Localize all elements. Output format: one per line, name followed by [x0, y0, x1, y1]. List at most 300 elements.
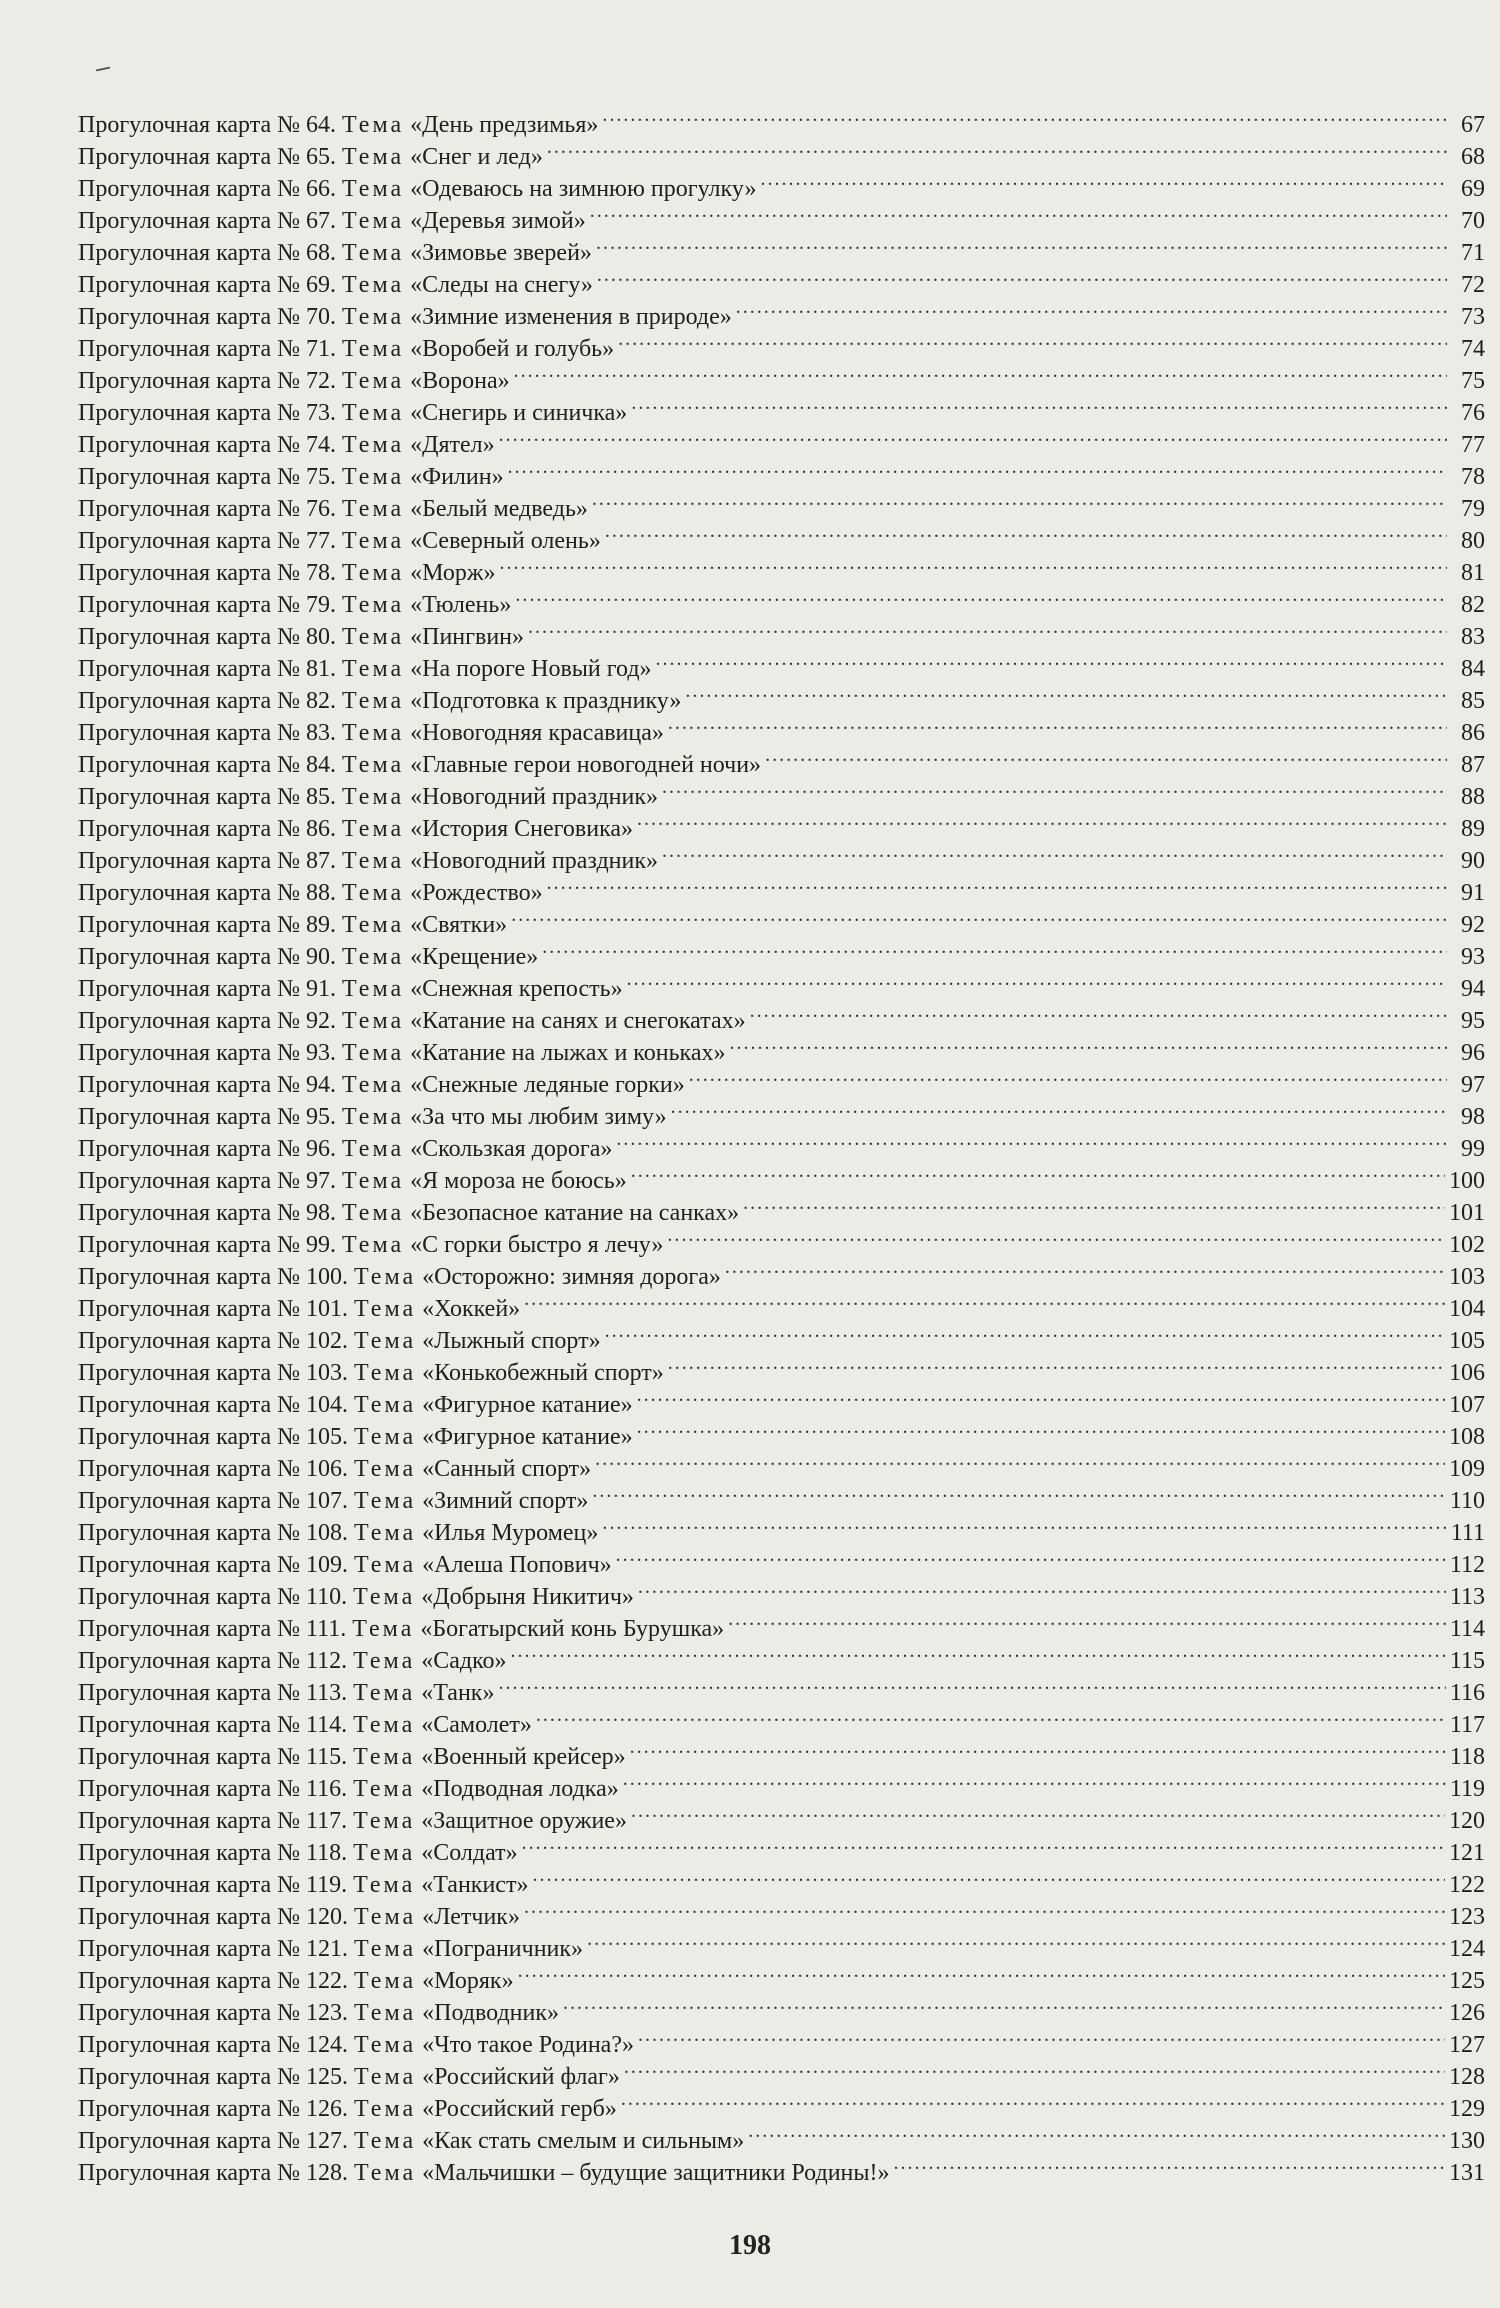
toc-entry-label: Прогулочная карта № 82.: [78, 688, 337, 714]
toc-entry-theme-word: Тема: [354, 2064, 417, 2090]
toc-entry-title: «Одеваюсь на зимнюю прогулку»: [410, 176, 757, 202]
toc-entry-theme-word: Тема: [354, 1456, 417, 1482]
toc-entry-label: Прогулочная карта № 93.: [78, 1040, 337, 1066]
dot-leader: [668, 1348, 1445, 1380]
toc-entry-theme-word: Тема: [353, 1744, 416, 1770]
toc-entry-theme-word: Тема: [342, 912, 405, 938]
toc-entry-theme-word: Тема: [342, 816, 405, 842]
toc-entry-theme-word: Тема: [354, 1296, 417, 1322]
dot-leader: [638, 1572, 1446, 1604]
dot-leader: [894, 2148, 1445, 2180]
dot-leader: [656, 644, 1447, 676]
toc-entry-title: «Летчик»: [422, 1904, 520, 1930]
dot-leader: [671, 1092, 1447, 1124]
toc-entry-title: «Деревья зимой»: [410, 208, 586, 234]
toc-entry-theme-word: Тема: [342, 976, 405, 1002]
toc-entry-title: «История Снеговика»: [410, 816, 634, 842]
toc-entry-page: 73: [1461, 304, 1485, 330]
toc-entry-theme-word: Тема: [342, 1008, 405, 1034]
dot-leader: [631, 388, 1447, 420]
toc-entry-label: Прогулочная карта № 88.: [78, 880, 337, 906]
toc-entry-page: 81: [1461, 560, 1485, 586]
toc-entry-page: 130: [1449, 2128, 1485, 2154]
toc-entry-title: «Илья Муромец»: [422, 1520, 599, 1546]
toc-entry-page: 90: [1461, 848, 1485, 874]
toc-entry-label: Прогулочная карта № 117.: [78, 1808, 348, 1834]
toc-entry-page: 120: [1449, 1808, 1485, 1834]
toc-entry-label: Прогулочная карта № 110.: [78, 1584, 348, 1610]
toc-entry-title: «Святки»: [410, 912, 508, 938]
toc-entry-theme-word: Тема: [353, 1712, 416, 1738]
toc-entry-theme-word: Тема: [342, 208, 405, 234]
toc-entry-title: «За что мы любим зиму»: [410, 1104, 667, 1130]
dot-leader: [536, 1700, 1446, 1732]
toc-entry-label: Прогулочная карта № 65.: [78, 144, 337, 170]
dot-leader: [627, 964, 1447, 996]
toc-entry-page: 113: [1449, 1584, 1485, 1610]
dot-leader: [748, 2116, 1445, 2148]
toc-entry-title: «Алеша Попович»: [422, 1552, 612, 1578]
toc-entry-label: Прогулочная карта № 120.: [78, 1904, 349, 1930]
toc-entry-label: Прогулочная карта № 80.: [78, 624, 337, 650]
toc-entry-label: Прогулочная карта № 126.: [78, 2096, 349, 2122]
toc-entry-theme-word: Тема: [342, 1200, 405, 1226]
toc-entry-theme-word: Тема: [354, 1424, 417, 1450]
toc-entry-page: 82: [1461, 592, 1485, 618]
toc-entry-page: 83: [1461, 624, 1485, 650]
toc-entry-title: «Морж»: [410, 560, 496, 586]
toc-entry-label: Прогулочная карта № 102.: [78, 1328, 349, 1354]
dot-leader: [736, 292, 1447, 324]
toc-entry-label: Прогулочная карта № 128.: [78, 2160, 349, 2186]
toc-entry-page: 107: [1449, 1392, 1485, 1418]
toc-entry-title: «Безопасное катание на санках»: [410, 1200, 740, 1226]
dot-leader: [662, 772, 1447, 804]
toc-entry-theme-word: Тема: [342, 560, 405, 586]
toc-entry-theme-word: Тема: [342, 400, 405, 426]
toc-entry-title: «Белый медведь»: [410, 496, 588, 522]
toc-entry-title: «Снежные ледяные горки»: [410, 1072, 685, 1098]
dot-leader: [637, 1412, 1445, 1444]
dot-leader: [508, 452, 1447, 484]
toc-entry-theme-word: Тема: [342, 1072, 405, 1098]
toc-entry-label: Прогулочная карта № 103.: [78, 1360, 349, 1386]
toc-entry-page: 111: [1450, 1520, 1485, 1546]
toc-entry-page: 89: [1461, 816, 1485, 842]
toc-entry-page: 119: [1449, 1776, 1485, 1802]
toc-entry-theme-word: Тема: [342, 720, 405, 746]
toc-entry-label: Прогулочная карта № 97.: [78, 1168, 337, 1194]
toc-entry-label: Прогулочная карта № 76.: [78, 496, 337, 522]
toc-entry-theme-word: Тема: [354, 2032, 417, 2058]
toc-entry-title: «Как стать смелым и сильным»: [422, 2128, 745, 2154]
toc-entry-page: 94: [1461, 976, 1485, 1002]
toc-entry-page: 131: [1449, 2160, 1485, 2186]
toc-entry-theme-word: Тема: [342, 144, 405, 170]
toc-entry-label: Прогулочная карта № 79.: [78, 592, 337, 618]
toc-entry-page: 114: [1449, 1616, 1485, 1642]
dot-leader: [667, 1220, 1445, 1252]
toc-entry-label: Прогулочная карта № 119.: [78, 1872, 348, 1898]
dot-leader: [616, 1124, 1447, 1156]
dot-leader: [515, 580, 1447, 612]
toc-entry-label: Прогулочная карта № 96.: [78, 1136, 337, 1162]
toc-entry-page: 98: [1461, 1104, 1485, 1130]
toc-entry-title: «Фигурное катание»: [422, 1424, 633, 1450]
toc-entry-title: «Подготовка к празднику»: [410, 688, 682, 714]
toc-entry-title: «Российский флаг»: [422, 2064, 620, 2090]
toc-entry-page: 69: [1461, 176, 1485, 202]
toc-entry-theme-word: Тема: [353, 1840, 416, 1866]
toc-entry-page: 97: [1461, 1072, 1485, 1098]
toc-entry-theme-word: Тема: [342, 240, 405, 266]
dot-leader: [728, 1604, 1446, 1636]
dot-leader: [637, 1380, 1445, 1412]
toc-entry-page: 117: [1449, 1712, 1485, 1738]
dot-leader: [524, 1892, 1445, 1924]
toc-entry-page: 67: [1461, 112, 1485, 138]
toc-entry-label: Прогулочная карта № 87.: [78, 848, 337, 874]
toc-entry-page: 112: [1449, 1552, 1485, 1578]
toc-entry-label: Прогулочная карта № 112.: [78, 1648, 348, 1674]
toc-entry-label: Прогулочная карта № 99.: [78, 1232, 337, 1258]
toc-entry-theme-word: Тема: [342, 752, 405, 778]
toc-entry-title: «Танк»: [421, 1680, 495, 1706]
toc-entry-theme-word: Тема: [354, 1360, 417, 1386]
toc-entry-label: Прогулочная карта № 115.: [78, 1744, 348, 1770]
toc-entry-label: Прогулочная карта № 89.: [78, 912, 337, 938]
toc-entry-theme-word: Тема: [354, 1488, 417, 1514]
toc-entry-label: Прогулочная карта № 85.: [78, 784, 337, 810]
toc-entry-label: Прогулочная карта № 94.: [78, 1072, 337, 1098]
toc-entry-page: 70: [1461, 208, 1485, 234]
toc-entry-title: «Снегирь и синичка»: [410, 400, 628, 426]
dot-leader: [750, 996, 1447, 1028]
toc-entry-theme-word: Тема: [342, 624, 405, 650]
toc-entry-page: 125: [1449, 1968, 1485, 1994]
toc-entry-page: 123: [1449, 1904, 1485, 1930]
toc-entry-theme-word: Тема: [353, 1776, 416, 1802]
toc-entry-title: «Пограничник»: [422, 1936, 584, 1962]
toc-entry-theme-word: Тема: [342, 304, 405, 330]
toc-entry-title: «С горки быстро я лечу»: [410, 1232, 664, 1258]
dot-leader: [498, 1668, 1445, 1700]
toc-entry-label: Прогулочная карта № 90.: [78, 944, 337, 970]
toc-entry-title: «Катание на санях и снегокатах»: [410, 1008, 746, 1034]
toc-entry-page: 74: [1461, 336, 1485, 362]
toc-entry-theme-word: Тема: [354, 2096, 417, 2122]
toc-entry-title: «Снег и лед»: [410, 144, 543, 170]
toc-entry-title: «Российский герб»: [422, 2096, 617, 2122]
toc-entry-theme-word: Тема: [353, 1584, 416, 1610]
toc-entry-theme-word: Тема: [353, 1808, 416, 1834]
toc-entry-page: 102: [1449, 1232, 1485, 1258]
toc-entry-label: Прогулочная карта № 109.: [78, 1552, 349, 1578]
toc-entry-theme-word: Тема: [342, 656, 405, 682]
toc-entry-title: «Зимние изменения в природе»: [410, 304, 732, 330]
toc-entry-title: «Что такое Родина?»: [422, 2032, 634, 2058]
dot-leader: [542, 932, 1447, 964]
toc-entry-label: Прогулочная карта № 125.: [78, 2064, 349, 2090]
toc-entry-label: Прогулочная карта № 69.: [78, 272, 337, 298]
toc-entry-label: Прогулочная карта № 95.: [78, 1104, 337, 1130]
toc-entry-title: «Следы на снегу»: [410, 272, 593, 298]
toc-entry-title: «Я мороза не боюсь»: [410, 1168, 627, 1194]
dot-leader: [637, 804, 1447, 836]
toc-entry-theme-word: Тема: [342, 592, 405, 618]
toc-entry-page: 96: [1461, 1040, 1485, 1066]
toc-entry-theme-word: Тема: [342, 1232, 405, 1258]
dot-leader: [592, 1476, 1446, 1508]
dot-leader: [725, 1252, 1445, 1284]
toc-entry-page: 78: [1461, 464, 1485, 490]
toc-entry-label: Прогулочная карта № 92.: [78, 1008, 337, 1034]
dot-leader: [514, 356, 1447, 388]
toc-entry-page: 95: [1461, 1008, 1485, 1034]
toc-entry-title: «Танкист»: [421, 1872, 529, 1898]
page-number: 198: [729, 2230, 771, 2261]
toc-entry-title: «Воробей и голубь»: [410, 336, 615, 362]
toc-entry-theme-word: Тема: [342, 496, 405, 522]
toc-entry-page: 118: [1449, 1744, 1485, 1770]
dot-leader: [563, 1988, 1445, 2020]
toc-entry-title: «Ворона»: [410, 368, 510, 394]
toc-entry-title: «Филин»: [410, 464, 504, 490]
dot-leader: [592, 484, 1447, 516]
toc-entry-label: Прогулочная карта № 67.: [78, 208, 337, 234]
toc-entry-page: 124: [1449, 1936, 1485, 1962]
toc-entry-theme-word: Тема: [353, 1872, 416, 1898]
dot-leader: [630, 1732, 1446, 1764]
toc-entry-page: 88: [1461, 784, 1485, 810]
dot-leader: [547, 132, 1447, 164]
toc-entry-theme-word: Тема: [342, 336, 405, 362]
dot-leader: [590, 196, 1447, 228]
toc-entry-label: Прогулочная карта № 108.: [78, 1520, 349, 1546]
toc-entry-theme-word: Тема: [342, 176, 405, 202]
toc-entry-title: «Новогодний праздник»: [410, 784, 659, 810]
toc-entry-theme-word: Тема: [342, 1040, 405, 1066]
toc-entry-theme-word: Тема: [353, 1648, 416, 1674]
toc-entry-title: «Катание на лыжах и коньках»: [410, 1040, 726, 1066]
toc-entry-label: Прогулочная карта № 123.: [78, 2000, 349, 2026]
toc-entry-theme-word: Тема: [342, 784, 405, 810]
toc-entry-page: 84: [1461, 656, 1485, 682]
toc-entry-title: «Пингвин»: [410, 624, 525, 650]
dot-leader: [729, 1028, 1447, 1060]
dot-leader: [518, 1956, 1445, 1988]
dot-leader: [621, 2084, 1445, 2116]
dot-leader: [602, 100, 1447, 132]
toc-entry-title: «На пороге Новый год»: [410, 656, 652, 682]
toc-entry-label: Прогулочная карта № 111.: [78, 1616, 347, 1642]
toc-entry-theme-word: Тема: [342, 688, 405, 714]
toc-entry-theme-word: Тема: [342, 944, 405, 970]
toc-entry-theme-word: Тема: [353, 1680, 416, 1706]
toc-entry-label: Прогулочная карта № 101.: [78, 1296, 349, 1322]
toc-entry-page: 109: [1449, 1456, 1485, 1482]
toc-entry-title: «Зимовье зверей»: [410, 240, 592, 266]
toc-entry-page: 71: [1461, 240, 1485, 266]
toc-entry-page: 79: [1461, 496, 1485, 522]
dot-leader: [638, 2020, 1445, 2052]
toc-entry-page: 103: [1449, 1264, 1485, 1290]
toc-entry-title: «Самолет»: [421, 1712, 532, 1738]
toc-entry-title: «Фигурное катание»: [422, 1392, 633, 1418]
toc-entry-theme-word: Тема: [342, 1136, 405, 1162]
toc-entry-label: Прогулочная карта № 66.: [78, 176, 337, 202]
dot-leader: [668, 708, 1447, 740]
toc-entry-title: «Тюлень»: [410, 592, 512, 618]
dot-leader: [524, 1284, 1445, 1316]
pen-mark: [96, 67, 110, 72]
toc-entry-page: 122: [1449, 1872, 1485, 1898]
toc-entry-title: «Новогодняя красавица»: [410, 720, 664, 746]
toc-entry-page: 101: [1449, 1200, 1485, 1226]
toc-entry-page: 129: [1449, 2096, 1485, 2122]
toc-entry-label: Прогулочная карта № 116.: [78, 1776, 348, 1802]
toc-entry-title: «Мальчишки – будущие защитники Родины!»: [422, 2160, 890, 2186]
toc-entry-theme-word: Тема: [354, 2160, 417, 2186]
toc-entry-page: 75: [1461, 368, 1485, 394]
toc-entry-theme-word: Тема: [354, 1392, 417, 1418]
dot-leader: [623, 1764, 1446, 1796]
toc-entry-label: Прогулочная карта № 70.: [78, 304, 337, 330]
toc-entry-theme-word: Тема: [342, 848, 405, 874]
toc-entry-title: «Военный крейсер»: [421, 1744, 626, 1770]
toc-entry: [78, 100, 1485, 138]
toc-entry-title: «Садко»: [421, 1648, 507, 1674]
dot-leader: [547, 868, 1447, 900]
toc-entry-label: Прогулочная карта № 100.: [78, 1264, 349, 1290]
dot-leader: [511, 1636, 1446, 1668]
toc-entry-theme-word: Тема: [354, 1904, 417, 1930]
dot-leader: [499, 548, 1447, 580]
toc-entry-title: «Осторожно: зимняя дорога»: [422, 1264, 721, 1290]
toc-entry-label: Прогулочная карта № 121.: [78, 1936, 349, 1962]
toc-entry-page: 87: [1461, 752, 1485, 778]
toc-entry-page: 105: [1449, 1328, 1485, 1354]
toc-entry-label: Прогулочная карта № 91.: [78, 976, 337, 1002]
toc-entry-label: Прогулочная карта № 78.: [78, 560, 337, 586]
dot-leader: [631, 1796, 1445, 1828]
toc-entry-label: Прогулочная карта № 71.: [78, 336, 337, 362]
toc-entry-page: 108: [1449, 1424, 1485, 1450]
dot-leader: [685, 676, 1447, 708]
toc-entry-theme-word: Тема: [342, 112, 405, 138]
toc-entry-page: 76: [1461, 400, 1485, 426]
toc-entry-theme-word: Тема: [352, 1616, 415, 1642]
dot-leader: [662, 836, 1447, 868]
dot-leader: [511, 900, 1447, 932]
toc-entry-title: «Дятел»: [410, 432, 495, 458]
toc-entry-page: 126: [1449, 2000, 1485, 2026]
toc-entry-theme-word: Тема: [354, 1968, 417, 1994]
toc-entry-title: «Подводник»: [422, 2000, 560, 2026]
toc-entry-page: 93: [1461, 944, 1485, 970]
toc-entry-label: Прогулочная карта № 122.: [78, 1968, 349, 1994]
toc-entry-theme-word: Тема: [354, 2128, 417, 2154]
toc-entry-title: «Главные герои новогодней ночи»: [410, 752, 762, 778]
toc-entry-page: 116: [1449, 1680, 1485, 1706]
toc-entry-title: «Подводная лодка»: [421, 1776, 619, 1802]
toc-entry-page: 100: [1449, 1168, 1485, 1194]
dot-leader: [528, 612, 1447, 644]
toc-entry-label: Прогулочная карта № 74.: [78, 432, 337, 458]
toc-entry-page: 128: [1449, 2064, 1485, 2090]
toc-entry-title: «Хоккей»: [422, 1296, 521, 1322]
toc-entry-label: Прогулочная карта № 114.: [78, 1712, 348, 1738]
toc-entry-page: 110: [1449, 1488, 1485, 1514]
toc-entry-label: Прогулочная карта № 113.: [78, 1680, 348, 1706]
dot-leader: [618, 324, 1447, 356]
toc-entry-page: 85: [1461, 688, 1485, 714]
toc-entry-title: «Крещение»: [410, 944, 539, 970]
toc-entry-title: «Новогодний праздник»: [410, 848, 659, 874]
dot-leader: [605, 516, 1447, 548]
toc-entry-label: Прогулочная карта № 72.: [78, 368, 337, 394]
toc-entry-theme-word: Тема: [342, 272, 405, 298]
toc-entry-page: 80: [1461, 528, 1485, 554]
toc-entry-page: 77: [1461, 432, 1485, 458]
dot-leader: [522, 1828, 1445, 1860]
toc-entry-label: Прогулочная карта № 105.: [78, 1424, 349, 1450]
dot-leader: [499, 420, 1447, 452]
dot-leader: [743, 1188, 1445, 1220]
table-of-contents: [78, 100, 1485, 2186]
toc-entry-title: «Добрыня Никитич»: [421, 1584, 634, 1610]
toc-entry-title: «Лыжный спорт»: [422, 1328, 601, 1354]
dot-leader: [689, 1060, 1447, 1092]
dot-leader: [616, 1540, 1446, 1572]
toc-entry-theme-word: Тема: [342, 432, 405, 458]
dot-leader: [605, 1316, 1445, 1348]
toc-entry-label: Прогулочная карта № 127.: [78, 2128, 349, 2154]
toc-entry-page: 121: [1449, 1840, 1485, 1866]
toc-entry-label: Прогулочная карта № 64.: [78, 112, 337, 138]
toc-entry-theme-word: Тема: [354, 1328, 417, 1354]
toc-entry-page: 68: [1461, 144, 1485, 170]
toc-entry-label: Прогулочная карта № 107.: [78, 1488, 349, 1514]
toc-entry-label: Прогулочная карта № 81.: [78, 656, 337, 682]
toc-entry-title: «Солдат»: [421, 1840, 518, 1866]
toc-entry-theme-word: Тема: [354, 1936, 417, 1962]
toc-entry-page: 127: [1449, 2032, 1485, 2058]
toc-entry-page: 72: [1461, 272, 1485, 298]
toc-entry-theme-word: Тема: [342, 368, 405, 394]
dot-leader: [760, 164, 1447, 196]
dot-leader: [587, 1924, 1445, 1956]
toc-entry-label: Прогулочная карта № 77.: [78, 528, 337, 554]
toc-entry-page: 106: [1449, 1360, 1485, 1386]
dot-leader: [602, 1508, 1446, 1540]
toc-entry-title: «Моряк»: [422, 1968, 514, 1994]
dot-leader: [532, 1860, 1445, 1892]
toc-entry-label: Прогулочная карта № 124.: [78, 2032, 349, 2058]
toc-entry-label: Прогулочная карта № 118.: [78, 1840, 348, 1866]
toc-entry-label: Прогулочная карта № 68.: [78, 240, 337, 266]
toc-entry-title: «Санный спорт»: [422, 1456, 592, 1482]
toc-entry-theme-word: Тема: [354, 1552, 417, 1578]
toc-entry-theme-word: Тема: [342, 1104, 405, 1130]
toc-entry-page: 92: [1461, 912, 1485, 938]
toc-entry-page: 104: [1449, 1296, 1485, 1322]
toc-entry-theme-word: Тема: [354, 1520, 417, 1546]
toc-entry-page: 86: [1461, 720, 1485, 746]
toc-entry-page: 91: [1461, 880, 1485, 906]
toc-entry-label: Прогулочная карта № 75.: [78, 464, 337, 490]
toc-entry-title: «Конькобежный спорт»: [422, 1360, 664, 1386]
